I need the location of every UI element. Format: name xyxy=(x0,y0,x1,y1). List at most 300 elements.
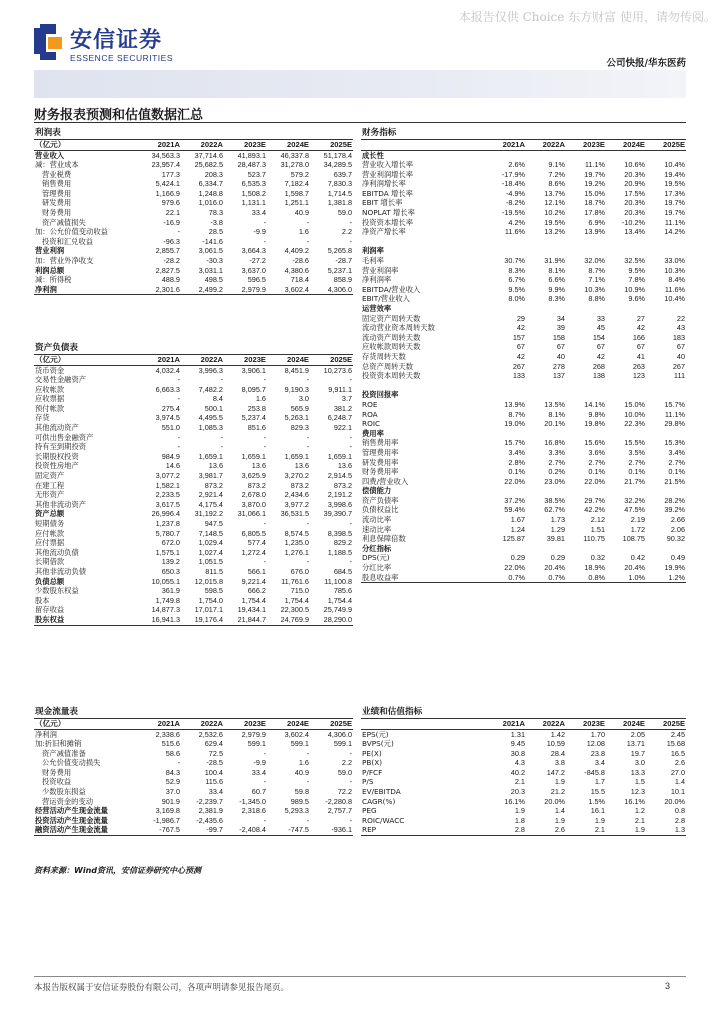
row-label: 财务费用 xyxy=(42,208,72,218)
row-value: 29 xyxy=(516,313,525,323)
table-row xyxy=(34,266,353,276)
row-value: 500.1 xyxy=(204,403,223,413)
row-value: 2,678.0 xyxy=(241,490,266,500)
table-row xyxy=(34,758,353,768)
row-value: 33.0% xyxy=(664,256,686,266)
row-value: 253.8 xyxy=(247,403,266,413)
row-value: 5,265.8 xyxy=(327,246,353,256)
row-value: 19.7% xyxy=(584,169,605,179)
table-row xyxy=(361,160,686,170)
row-label: BVPS(元) xyxy=(362,739,394,749)
table-row xyxy=(361,227,686,237)
row-label: 财务费用 xyxy=(42,767,72,777)
row-value: 11.1% xyxy=(664,409,686,419)
source-note: 资料来源：Wind资讯，安信证券研究中心预测 xyxy=(34,866,201,875)
row-value: 28.4 xyxy=(550,748,565,758)
row-value: 3,981.7 xyxy=(198,471,223,481)
row-value: 12.08 xyxy=(586,739,605,749)
row-value: 9.5% xyxy=(628,265,645,275)
row-value: 19.7 xyxy=(630,748,645,758)
row-value xyxy=(646,390,686,400)
row-value: 67 xyxy=(516,342,525,352)
row-value: 275.4 xyxy=(161,403,180,413)
column-header-year: 2023E xyxy=(224,354,267,365)
row-value: 4,495.5 xyxy=(198,413,223,423)
row-value: 22.0% xyxy=(504,476,525,486)
row-label: 销售费用率 xyxy=(362,438,399,448)
table-row xyxy=(361,362,686,372)
row-value: 42 xyxy=(636,323,645,333)
row-value: 19.7% xyxy=(664,198,686,208)
company-logo xyxy=(34,22,184,68)
row-value: 0.8% xyxy=(566,573,606,583)
table-row xyxy=(34,375,353,385)
row-value: 31,192.2 xyxy=(194,509,223,519)
table-row xyxy=(34,404,353,414)
row-value: 29.7% xyxy=(584,495,605,505)
row-value: - xyxy=(306,442,309,452)
row-label: P/FCF xyxy=(362,767,383,777)
row-value: 19,434.1 xyxy=(237,605,266,615)
row-value: -28.6 xyxy=(292,256,309,266)
column-header-year: 2023E xyxy=(566,718,606,729)
row-value: - xyxy=(220,442,223,452)
row-value: -10.2% xyxy=(621,217,645,227)
row-value: 36,531.5 xyxy=(280,509,309,519)
table-row xyxy=(34,577,353,587)
row-label: EBIT/营业收入 xyxy=(362,294,410,304)
row-value: 2.66 xyxy=(670,515,686,525)
row-value: 19,176.4 xyxy=(181,615,224,625)
row-value: 20.9% xyxy=(624,179,645,189)
row-value: -2,435.6 xyxy=(196,815,223,825)
row-value: 2.7% xyxy=(628,457,645,467)
row-value: 18.9% xyxy=(584,563,605,573)
row-value: 1.3 xyxy=(646,825,686,835)
row-value xyxy=(566,390,606,400)
row-value: 39,390.7 xyxy=(323,509,353,519)
row-label: 固定资产周转天数 xyxy=(362,313,421,323)
row-label: 交易性金融资产 xyxy=(35,375,87,385)
row-value: 22.3% xyxy=(624,419,645,429)
row-value: 858.9 xyxy=(333,275,353,285)
row-value: 1.0% xyxy=(606,573,646,583)
row-value: 22,300.5 xyxy=(280,605,309,615)
table-row xyxy=(361,256,686,266)
row-label: 减：营业成本 xyxy=(35,160,79,170)
row-value: 17.5% xyxy=(624,188,645,198)
row-value: - xyxy=(263,557,266,567)
row-value: 1,381.8 xyxy=(327,198,353,208)
row-value: 3.8 xyxy=(554,758,565,768)
table-row xyxy=(361,505,686,515)
page-number: 3 xyxy=(664,981,670,991)
row-label: 少数股东权益 xyxy=(35,586,79,596)
table-row xyxy=(361,400,686,410)
row-label: 销售费用 xyxy=(42,179,72,189)
row-value: 42 xyxy=(516,351,525,361)
row-value: 19.0% xyxy=(504,419,525,429)
table-row xyxy=(361,806,686,816)
row-value: 21.2 xyxy=(550,787,565,797)
row-value: 67 xyxy=(636,342,645,352)
row-label: 利息保障倍数 xyxy=(362,534,406,544)
column-header-year: 2024E xyxy=(606,718,646,729)
row-value: 20.4% xyxy=(544,563,565,573)
row-value: 0.1% xyxy=(588,467,605,477)
table-row xyxy=(34,777,353,787)
row-label: 四费/营业收入 xyxy=(362,476,409,486)
row-label xyxy=(361,381,486,391)
row-value: 10.2% xyxy=(544,208,565,218)
row-value: 5,237.4 xyxy=(241,413,266,423)
row-value: 133 xyxy=(512,371,525,381)
table-row xyxy=(34,423,353,433)
row-label: 其他非流动资产 xyxy=(35,499,87,509)
row-label: 净利润 xyxy=(35,729,57,739)
table-row xyxy=(34,729,353,739)
row-value: 9.45 xyxy=(510,739,525,749)
row-value xyxy=(606,237,646,247)
row-label: 其他非流动负债 xyxy=(35,566,87,576)
row-value: 1,598.7 xyxy=(284,188,309,198)
row-value: 15.6% xyxy=(584,438,605,448)
row-label: 利润总额 xyxy=(35,265,65,275)
row-value: 4,380.6 xyxy=(284,265,309,275)
row-value: - xyxy=(220,432,223,442)
row-value: 3,061.5 xyxy=(198,246,223,256)
row-value: 1,248.8 xyxy=(198,188,223,198)
row-value: 6,535.3 xyxy=(241,179,266,189)
row-value: 10.4% xyxy=(664,160,686,170)
table-row xyxy=(34,150,353,160)
row-value: -27.2 xyxy=(249,256,266,266)
row-value: 7,182.4 xyxy=(284,179,309,189)
row-label: 营业利润率 xyxy=(362,265,399,275)
column-header-year: 2022A xyxy=(181,139,224,150)
row-value: 137 xyxy=(552,371,565,381)
row-label: 负债权益比 xyxy=(362,505,399,515)
row-value: -845.8 xyxy=(584,767,605,777)
row-value: 3,996.3 xyxy=(198,365,223,375)
row-value: 2,434.6 xyxy=(284,490,309,500)
row-value: 4,409.2 xyxy=(284,246,309,256)
row-value: 1.2% xyxy=(646,573,686,583)
table-row xyxy=(34,548,353,558)
row-value xyxy=(646,237,686,247)
row-value: 27.0 xyxy=(670,767,686,777)
row-label: EBITDA 增长率 xyxy=(362,188,413,198)
table-row xyxy=(361,266,686,276)
row-value: -9.9 xyxy=(253,758,266,768)
table-row xyxy=(34,557,353,567)
row-value: 59.4% xyxy=(504,505,525,515)
row-value: 23,957.4 xyxy=(151,160,180,170)
row-value: 17.3% xyxy=(664,188,686,198)
row-value: 5,293.3 xyxy=(284,806,309,816)
section-heading: 利润表 xyxy=(34,125,353,139)
row-label: EV/EBITDA xyxy=(362,787,401,797)
row-label: 净利润增长率 xyxy=(362,179,406,189)
row-value: 267 xyxy=(512,361,525,371)
row-value: 40 xyxy=(676,351,686,361)
row-value: 267 xyxy=(672,361,686,371)
row-label: 融资活动产生现金流量 xyxy=(34,825,138,835)
row-value: 28,290.0 xyxy=(310,615,353,625)
row-value: 78.3 xyxy=(208,208,223,218)
row-label: 公允价值变动损失 xyxy=(42,758,101,768)
row-value xyxy=(646,304,686,314)
row-label: 流动资产周转天数 xyxy=(362,332,421,342)
row-value: 13.9% xyxy=(504,399,525,409)
row-value xyxy=(606,486,646,496)
row-value xyxy=(566,486,606,496)
row-value: 34,563.3 xyxy=(151,150,180,160)
table-row xyxy=(34,275,353,285)
row-value: - xyxy=(177,375,180,385)
row-value: 59.0 xyxy=(337,767,353,777)
row-value: 989.5 xyxy=(290,796,309,806)
row-label: 营业税费 xyxy=(42,169,72,179)
row-value: 829.3 xyxy=(290,423,309,433)
row-value: 1,754.4 xyxy=(327,595,353,605)
table-row xyxy=(361,448,686,458)
row-value: 13.3 xyxy=(630,767,645,777)
row-value xyxy=(526,237,566,247)
table-row xyxy=(361,749,686,759)
row-value: 2,338.6 xyxy=(155,729,180,739)
row-value: 10,055.1 xyxy=(151,576,180,586)
row-value: - xyxy=(306,217,309,227)
row-value: -1,345.0 xyxy=(239,796,266,806)
row-value: 31.9% xyxy=(544,256,565,266)
row-value: 3,977.2 xyxy=(284,499,309,509)
row-value: 873.2 xyxy=(247,480,266,490)
row-value xyxy=(566,237,606,247)
row-value: 177.3 xyxy=(161,169,180,179)
table-row xyxy=(34,227,353,237)
row-label: 固定资产 xyxy=(35,471,65,481)
row-value: 1.6 xyxy=(298,758,309,768)
row-value: - xyxy=(177,432,180,442)
row-value: 26,996.4 xyxy=(151,509,180,519)
row-value: - xyxy=(349,519,353,528)
row-value: 8,451.9 xyxy=(284,365,309,375)
row-value: 67 xyxy=(676,342,686,352)
row-label: REP xyxy=(361,825,486,835)
table-row xyxy=(34,442,353,452)
row-value xyxy=(486,381,526,391)
row-label: CAGR(%) xyxy=(362,796,396,806)
row-value: 29.8% xyxy=(664,419,686,429)
row-value xyxy=(486,304,526,314)
row-value: 381.2 xyxy=(333,403,353,413)
row-value xyxy=(526,304,566,314)
table-row xyxy=(34,529,353,539)
row-value: - xyxy=(349,432,353,442)
table-row xyxy=(361,534,686,544)
table-row xyxy=(361,739,686,749)
column-header-unit xyxy=(361,718,486,729)
row-value: 2.8 xyxy=(674,815,686,825)
row-label: EBITDA/营业收入 xyxy=(362,284,421,294)
row-value: -18.4% xyxy=(501,179,525,189)
row-value: 715.0 xyxy=(290,586,309,596)
row-label: 投资活动产生现金流量 xyxy=(35,815,108,825)
row-value: 41,893.1 xyxy=(237,150,266,160)
row-value: 851.6 xyxy=(247,423,266,433)
row-value: 7,830.3 xyxy=(327,179,353,189)
row-value: 5,780.7 xyxy=(155,528,180,538)
row-label: 资产总额 xyxy=(35,509,65,519)
row-value: 10.1 xyxy=(670,787,686,797)
row-label: 投资收益 xyxy=(42,777,72,787)
row-value: 811.5 xyxy=(205,566,223,576)
table-row xyxy=(361,477,686,487)
row-value: 1,508.2 xyxy=(241,188,266,198)
row-value: 40.9 xyxy=(294,767,309,777)
row-value: 3,906.1 xyxy=(241,365,266,375)
row-value: 12.3 xyxy=(630,787,645,797)
row-value: 1,754.4 xyxy=(284,595,309,605)
row-value: 2.8 xyxy=(486,825,526,835)
row-value xyxy=(486,429,526,439)
row-value: 43 xyxy=(676,323,686,333)
row-value: 2.7% xyxy=(668,457,686,467)
row-value: 39.2% xyxy=(664,505,686,515)
row-label: 总资产周转天数 xyxy=(362,361,414,371)
row-label: 资产减值准备 xyxy=(42,748,86,758)
row-value: 1,027.4 xyxy=(198,547,223,557)
table-row xyxy=(361,352,686,362)
table-row xyxy=(34,237,353,247)
row-value: 20.3 xyxy=(510,787,525,797)
row-value: 1.73 xyxy=(550,515,565,525)
row-value: 15.0% xyxy=(624,399,645,409)
row-label: 费用率 xyxy=(362,428,384,438)
row-value xyxy=(486,390,526,400)
row-value: - xyxy=(306,748,309,758)
report-tag: 公司快报/华东医药 xyxy=(606,58,686,69)
table-row xyxy=(361,544,686,554)
row-label: 投资性房地产 xyxy=(35,461,79,471)
section-heading: 现金流量表 xyxy=(34,704,353,718)
row-value: 1.4 xyxy=(554,806,565,816)
row-value: 2,827.5 xyxy=(155,265,180,275)
row-value: 27 xyxy=(636,313,645,323)
row-value: 13.5% xyxy=(544,399,565,409)
row-value: 20.3% xyxy=(624,169,645,179)
row-value: 1,575.1 xyxy=(155,547,180,557)
row-value: 1.6 xyxy=(255,394,266,404)
row-value: 498.5 xyxy=(204,275,223,285)
row-value: 4.2% xyxy=(508,217,525,227)
table-row xyxy=(361,323,686,333)
row-value: 25,682.5 xyxy=(194,160,223,170)
row-value: 46,337.8 xyxy=(280,150,309,160)
row-value: - xyxy=(349,748,353,758)
row-value: 599.1 xyxy=(290,739,309,749)
row-value: 1.29 xyxy=(550,524,565,534)
row-value: 6.7% xyxy=(508,275,525,285)
row-value: 8.6% xyxy=(548,179,565,189)
row-value: 3.3% xyxy=(548,447,565,457)
row-value: 1,659.1 xyxy=(284,451,309,461)
row-value: 72.5 xyxy=(208,748,223,758)
row-value: - xyxy=(306,236,309,246)
row-value: 1.42 xyxy=(550,729,565,739)
row-value: 40.9 xyxy=(294,208,309,218)
table-row xyxy=(34,471,353,481)
row-value: 6.9% xyxy=(588,217,605,227)
row-value: - xyxy=(177,227,180,237)
row-value: 39 xyxy=(556,323,565,333)
table-row xyxy=(361,458,686,468)
row-value: 31,066.1 xyxy=(237,509,266,519)
row-value: 278 xyxy=(552,361,565,371)
row-value xyxy=(486,246,526,256)
row-value xyxy=(526,544,566,554)
row-value: 829.2 xyxy=(333,538,353,548)
table-row xyxy=(361,198,686,208)
row-value: - xyxy=(177,442,180,452)
row-value: - xyxy=(263,236,266,246)
row-value: 47.5% xyxy=(624,505,645,515)
table-row xyxy=(361,333,686,343)
row-label: 毛利率 xyxy=(362,256,384,266)
row-value: 629.4 xyxy=(204,739,223,749)
table-row xyxy=(34,816,353,826)
table-row xyxy=(34,189,353,199)
row-value: 115.6 xyxy=(205,777,223,787)
row-value: - xyxy=(263,442,266,452)
row-value: 8.1% xyxy=(548,265,565,275)
row-value: 268 xyxy=(592,361,605,371)
row-value: 1,029.4 xyxy=(198,538,223,548)
row-value: 8.7% xyxy=(508,409,525,419)
row-value: -30.3 xyxy=(206,256,223,266)
row-value: 2,381.9 xyxy=(198,806,223,816)
row-value: 39.81 xyxy=(546,534,565,544)
row-value: 3,637.0 xyxy=(241,265,266,275)
row-value: 7.2% xyxy=(548,169,565,179)
row-value: 3,617.5 xyxy=(155,499,180,509)
row-label: 无形资产 xyxy=(35,490,65,500)
row-value: 60.7 xyxy=(251,787,266,797)
row-value: -2,239.7 xyxy=(196,796,223,806)
row-value: 599.1 xyxy=(247,739,266,749)
column-header-unit xyxy=(361,139,486,150)
row-value: - xyxy=(263,815,266,825)
row-label: DPS(元) xyxy=(362,553,390,563)
table-row xyxy=(34,394,353,404)
column-header-year: 2025E xyxy=(310,718,353,729)
row-value xyxy=(486,486,526,496)
row-value: -936.1 xyxy=(310,825,353,835)
row-value: 523.7 xyxy=(247,169,266,179)
column-header-year: 2021A xyxy=(138,354,181,365)
table-row xyxy=(34,218,353,228)
row-value: 22.0% xyxy=(504,563,525,573)
row-value: 15.0% xyxy=(584,188,605,198)
row-value: 8.8% xyxy=(588,294,605,304)
row-value: 45 xyxy=(596,323,605,333)
row-value: 125.87 xyxy=(502,534,525,544)
table-row xyxy=(34,739,353,749)
row-value: 2.1 xyxy=(634,815,645,825)
table-row xyxy=(34,519,353,529)
row-value: 147.2 xyxy=(546,767,565,777)
